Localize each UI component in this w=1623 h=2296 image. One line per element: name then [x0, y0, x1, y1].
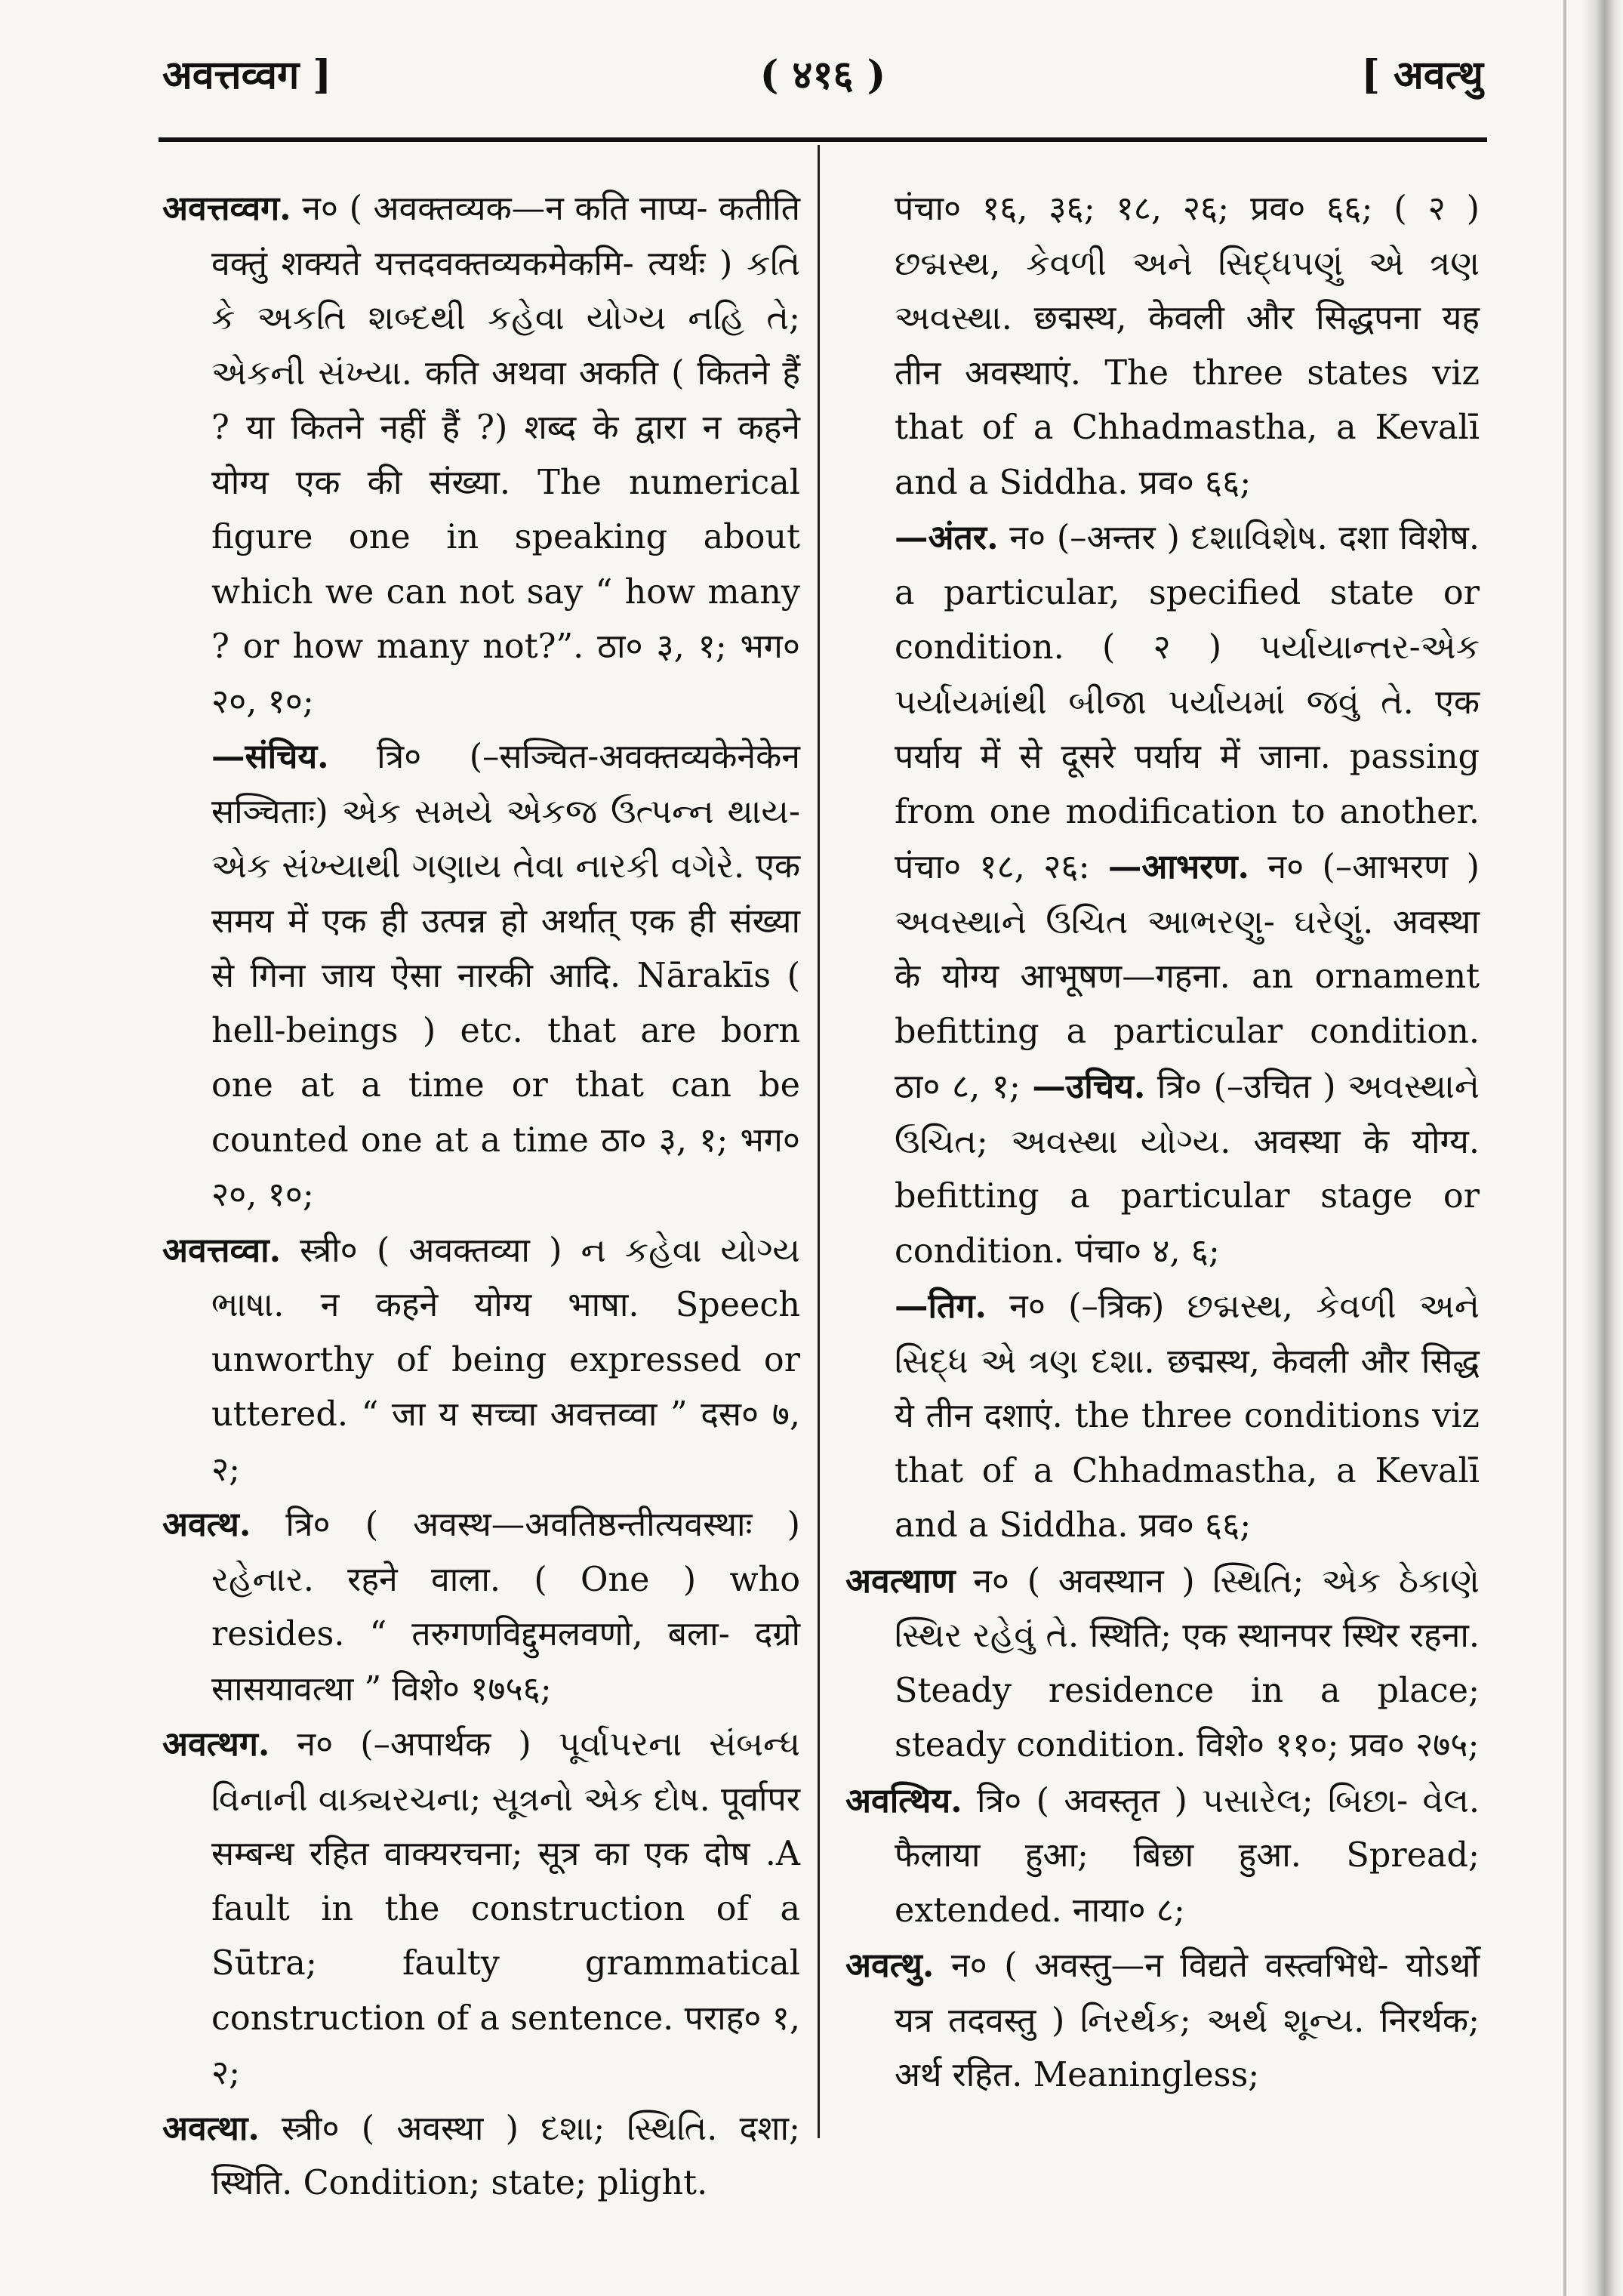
dictionary-entry-continued: [895, 181, 1480, 510]
column-divider: [818, 145, 820, 2138]
entry-body: स्त्री० ( अवस्था ) દશા; સ્થિતિ. दशा; स्थिति. Condition; state; plight.: [211, 2109, 800, 2202]
entry-body: न० ( अवस्थान ) સ્થિતિ; એક ઠેકાણે સ્થિર રહેવું તે. स्थिति; एक स्थानपर स्थिर रहना. Steady residence in a place; steady condition. विशे० ११०; प्रव० २७५;: [895, 1561, 1480, 1764]
entry-headword: अवत्था.: [162, 2108, 260, 2148]
entry-body: त्रि० (–सञ्चित-अवक्तव्यकेनेकेन सञ्चिताः) એક સમયે એકજ ઉત્પન્ન થાય- એક સંખ્યાથી ગણાય તેવા નારકી વગેરે. एक समय में एक ही उत्पन्न हो अर्थात् एक ही संख्या से गिना जाय ऐसा नारकी आदि. Nārakīs ( hell-beings ) etc. that are born one at a time or that can be counted one at a time ठा० ३, १; भग० २०, १०;: [211, 738, 800, 1214]
entry-body: स्त्री० ( अवक्तव्या ) ન કહેવા યોગ્ય ભાષા. न कहने योग्य भाषा. Speech unworthy of being expressed or uttered. “ जा य सच्चा अवत्तव्वा ” दस० ७, २;: [211, 1231, 800, 1489]
entry-body: न० (–आभरण ) અવસ્થાને ઉચિત આભરણુ- ઘરેણું. अवस्था के योग्य आभूषण—गहना. an ornament befitting a particular condition. ठा० ८, १;: [895, 848, 1480, 1106]
entry-body: न० ( अवस्तु—न विद्यते वस्त्वभिधे- योऽर्थो यत्र तदवस्तु ) નિરર્થક; અર્થ શૂન્ય. निरर्थक; अर्थ रहित. Meaningless;: [895, 1946, 1480, 2094]
header-last-word: [ अवत्थु: [1361, 52, 1483, 98]
dictionary-entry: [845, 1554, 1480, 1774]
dictionary-entry: [162, 1223, 800, 1498]
entry-headword: अवत्तव्वा.: [162, 1230, 282, 1270]
left-column: [162, 181, 800, 2211]
entry-body: न० (–अन्तर ) દશાવિશેષ. दशा विशेष. a particular, specified state or condition. ( २ ) પર્યાયાન્તર-એક પર્યાયમાંથી બીજા પર્યાયમાં જવું તે. एक पर्याय में से दूसरे पर्याय में जाना. passing from one modification to another. पंचा० १८, २६:: [895, 519, 1480, 886]
entry-headword: अवत्थाण: [845, 1561, 956, 1601]
entry-headword: —उचिय.: [1032, 1067, 1146, 1106]
entry-headword: —संचिय.: [211, 737, 329, 776]
entry-body: न० ( अवक्तव्यक—न कति नाप्य- कतीति वक्तुं शक्यते यत्तदवक्तव्यकमेकमि- त्यर्थः ) કતિ કે અકતિ શબ્દથી કહેવા યોગ્ય નહિ તે; એકની સંખ્યા. कति अथवा अकति ( कितने हैं ? या कितने नहीं हैं ?) शब्द के द्वारा न कहने योग्य एक की संख्या. The numerical figure one in speaking about which we can not say “ how many ? or how many not?”. ठा० ३, १; भग० २०, १०;: [211, 190, 800, 721]
entry-headword: —आभरण.: [1107, 847, 1250, 886]
page-number: ( ४१६ ): [759, 52, 886, 98]
entry-headword: अवत्थिय.: [845, 1780, 962, 1820]
header-first-word: अवत्तव्वग ]: [162, 52, 332, 98]
page-edge-line: [1563, 0, 1566, 2296]
dictionary-entry: [162, 181, 800, 729]
dictionary-entry: [162, 2101, 800, 2211]
entry-headword: —तिग.: [895, 1287, 987, 1326]
dictionary-entry: [845, 1938, 1480, 2103]
entry-headword: अवत्तव्वग.: [162, 189, 291, 228]
page-header: [162, 45, 1483, 113]
entry-body: त्रि० ( अवस्तृत ) પસારેલ; બિછા- વેલ. फैलाया हुआ; बिछा हुआ. Spread; extended. नाया० ८;: [895, 1781, 1480, 1930]
entry-body: त्रि० ( अवस्थ—अवतिष्ठन्तीत्यवस्थाः ) રહેનાર. रहने वाला. ( One ) who resides. “ तरुगणविद्दुमलवणो, बला- दग्रो सासयावत्था ” विशे० १७५६;: [211, 1505, 800, 1709]
header-rule: [159, 137, 1487, 142]
dictionary-subentry: [895, 510, 1480, 1279]
page-edge-shadow: [1581, 0, 1623, 2296]
entry-body: न० (–अपार्थक ) પૂર્વાપરના સંબન્ધ વિનાની વાક્યરચના; સૂત્રનો એક દોષ. पूर्वापर सम्बन्ध रहित वाक्यरचना; सूत्र का एक दोष .A fault in the construction of a Sūtra; faulty grammatical construction of a sentence. पराह० १, २;: [211, 1725, 800, 2092]
entry-body: त्रि० (–उचित ) અવસ્થાને ઉચિત; અવસ્થા યોગ્ય. अवस्था के योग्य. befitting a particular stage or condition. पंचा० ४, ६;: [895, 1068, 1480, 1271]
dictionary-subentry: [211, 729, 800, 1223]
dictionary-subentry: [895, 1279, 1480, 1554]
dictionary-entry: [162, 1717, 800, 2101]
right-column: [845, 181, 1480, 2103]
entry-body: पंचा० १६, ३६; १८, २६; प्रव० ६६; ( २ ) છદ્મસ્થ, કેવળી અને સિદ્ધપણું એ ત્રણ અવસ્થા. छद्मस्थ, केवली और सिद्धपना यह तीन अवस्थाएं. The three states viz that of a Chhadmastha, a Kevalī and a Siddha. प्रव० ६६;: [895, 190, 1480, 502]
dictionary-entry: [162, 1497, 800, 1717]
entry-headword: अवत्थु.: [845, 1946, 935, 1985]
entry-headword: अवत्थग.: [162, 1724, 270, 1764]
dictionary-entry: [845, 1774, 1480, 1939]
entry-headword: अवत्थ.: [162, 1505, 251, 1544]
entry-body: न० (–त्रिक) છદ્મસ્થ, કેવળી અને સિદ્ધ એ ત્રણ દશા. छद्मस्थ, केवली और सिद्ध ये तीन दशाएं. the three conditions viz that of a Chhadmastha, a Kevalī and a Siddha. प्रव० ६६;: [895, 1287, 1480, 1545]
entry-headword: —अंतर.: [895, 518, 999, 557]
